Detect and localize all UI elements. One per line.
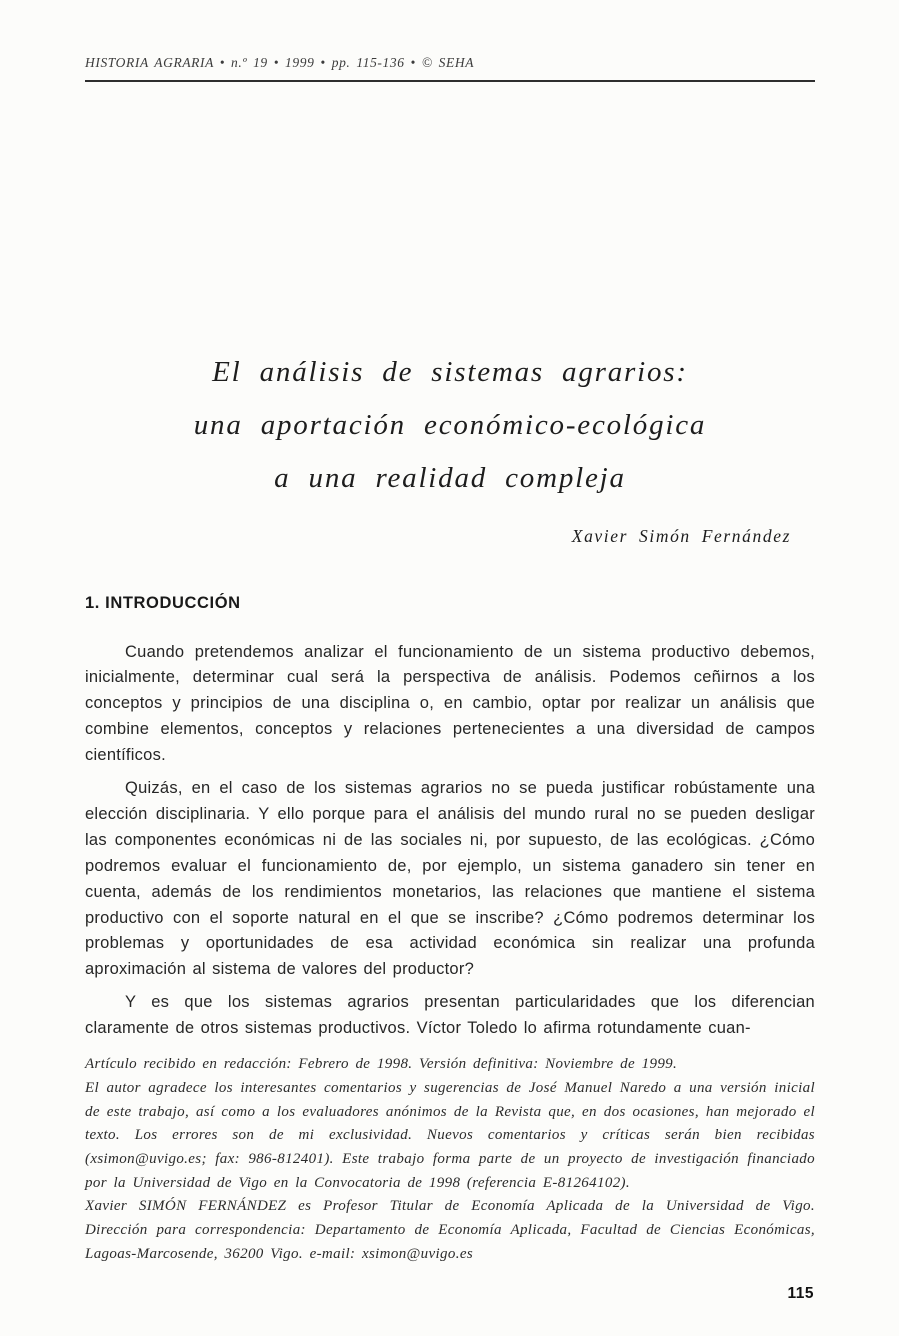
- header-rule: [85, 80, 815, 82]
- article-body: [85, 640, 815, 1043]
- journal-header: [85, 0, 815, 82]
- section-heading-introduction: 1. INTRODUCCIÓN: [85, 593, 241, 612]
- body-paragraph-1: Cuando pretendemos analizar el funcionamiento de un sistema productivo debemos, inicialmente, determinar cual será la perspectiva de análisis. Podemos ceñirnos a los conceptos y principios de una disciplina o, en cambio, optar por realizar un análisis que combine elementos, conceptos y relaciones pertenecientes a una diversidad de campos científicos.: [85, 642, 815, 765]
- body-paragraph-3: Y es que los sistemas agrarios presentan particularidades que los diferencian claramente de otros sistemas productivos. Víctor Toledo lo afirma rotundamente cuan-: [85, 993, 815, 1038]
- footnote-received-dates: Artículo recibido en redacción: Febrero de 1998. Versión definitiva: Noviembre de 1999.: [85, 1056, 678, 1073]
- article-title-line-1: El análisis de sistemas agrarios:: [212, 355, 688, 388]
- author-name: Xavier Simón Fernández: [571, 525, 791, 546]
- article-title-line-3: a una realidad compleja: [274, 461, 626, 494]
- footnote-acknowledgements: El autor agradece los interesantes comentarios y sugerencias de José Manuel Naredo a una versión inicial de este trabajo, así como a los evaluadores anónimos de la Revista que, en dos ocasiones, han mejorado el texto. Los errores son de mi exclusividad. Nuevos comentarios y críticas serán bien recibidas (xsimon@uvigo.es; fax: 986-812401). Este trabajo forma parte de un proyecto de investigación financiado por la Universidad de Vigo en la Convocatoria de 1998 (referencia E-81264102).: [85, 1079, 815, 1191]
- footnote-author-affiliation: Xavier SIMÓN FERNÁNDEZ es Profesor Titular de Economía Aplicada de la Universidad de Vigo. Dirección para correspondencia: Departamento de Economía Aplicada, Facultad de Ciencias Económicas, Lagoas-Marcosende, 36200 Vigo. e-mail: xsimon@uvigo.es: [85, 1198, 815, 1262]
- body-paragraph-2: Quizás, en el caso de los sistemas agrarios no se pueda justificar robústamente una elección disciplinaria. Y ello porque para el análisis del mundo rural no se pueden desligar las componentes económicas ni de las sociales ni, por supuesto, de las ecológicas. ¿Cómo podremos evaluar el funcionamiento de, por ejemplo, un sistema ganadero sin tener en cuenta, además de los rendimientos monetarios, las relaciones que mantiene el sistema productivo con el soporte natural en el que se inscribe? ¿Cómo podremos determinar los problemas y oportunidades de esa actividad económica sin realizar una profunda aproximación al sistema de valores del productor?: [85, 779, 815, 979]
- footnotes-block: [85, 1053, 815, 1266]
- article-title: [85, 346, 815, 505]
- journal-citation: HISTORIA AGRARIA • n.º 19 • 1999 • pp. 115-136 • © SEHA: [85, 55, 475, 70]
- article-title-line-2: una aportación económico-ecológica: [193, 408, 707, 441]
- page-number: 115: [787, 1285, 814, 1302]
